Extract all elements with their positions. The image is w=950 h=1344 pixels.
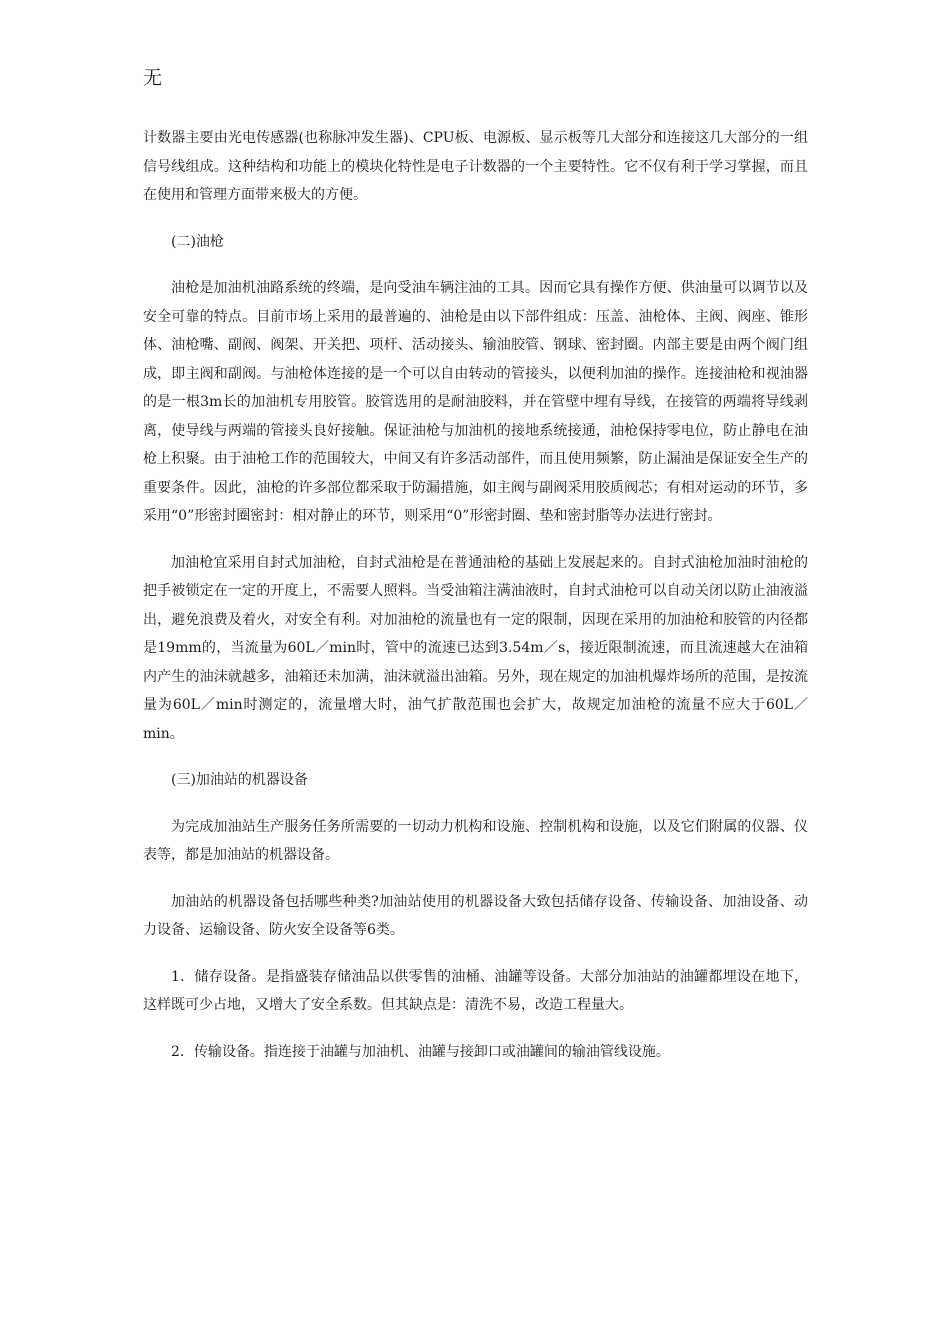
paragraph-transmission-equipment: 2．传输设备。指连接于油罐与加油机、油罐与接卸口或油罐间的输油管线设施。 xyxy=(171,1043,670,1060)
paragraph-storage-equipment: 1．储存设备。是指盛装存储油品以供零售的油桶、油罐等设备。大部分加油站的油罐都埋设在地下，这样既可少占地，又增大了安全系数。但其缺点是：清洗不易，改造工程量大。 xyxy=(143,968,808,1013)
paragraph-nozzle-description: 油枪是加油机油路系统的终端，是向受油车辆注油的工具。因而它具有操作方便、供油量可以调节以及安全可靠的特点。目前市场上采用的最普遍的、油枪是由以下部件组成：压盖、油枪体、主阀、阀座、锥形体、油枪嘴、副阀、阀架、开关把、项杆、活动接头、输油胶管、钢球、密封圈。内部主要是由两个阀门组成，即主阀和副阀。与油枪体连接的是一个可以自由转动的管接头，以便利加油的操作。连接油枪和视油器的是一根3m长的加油机专用胶管。胶管选用的是耐油胶料，并在管壁中埋有导线，在接管的两端将导线剥离，使导线与两端的管接头良好接触。保证油枪与加油机的接地系统接通，油枪保持零电位，防止静电在油枪上积聚。由于油枪工作的范围较大，中间又有许多活动部件，而且使用频繁，防止漏油是保证安全生产的重要条件。因此，油枪的许多部位都采取于防漏措施，如主阀与副阀采用胶质阀芯；有相对运动的环节，多采用“0”形密封圈密封：相对静止的环节，则采用“0”形密封圈、垫和密封脂等办法进行密封。 xyxy=(143,280,808,524)
section-heading-nozzle: (二)油枪 xyxy=(171,233,224,250)
paragraph-self-sealing-nozzle: 加油枪宜采用自封式加油枪，自封式油枪是在普通油枪的基础上发展起来的。自封式油枪加油时油枪的把手被锁定在一定的开度上，不需要人照料。当受油箱注满油液时，自封式油枪可以自动关闭以防止油液溢出，避免浪费及着火，对安全有利。对加油枪的流量也有一定的限制，因现在采用的加油枪和胶管的内径都是19mm的，当流量为60L／min时，管中的流速已达到3.54m／s，接近限制流速，而且流速越大在油箱内产生的油沫就越多，油箱还未加满，油沫就溢出油箱。另外，现在规定的加油机爆炸场所的范围，是按流量为60L／min时测定的，流量增大时，油气扩散范围也会扩大，故规定加油枪的流量不应大于60L／min。 xyxy=(143,554,808,742)
document-body xyxy=(143,124,808,1084)
page-header: 无 xyxy=(143,67,163,89)
paragraph-counter-structure: 计数器主要由光电传感器(也称脉冲发生器)、CPU板、电源板、显示板等几大部分和连接这几大部分的一组信号线组成。这种结构和功能上的模块化特性是电子计数器的一个主要特性。它不仅有利于学习掌握，而且在使用和管理方面带来极大的方便。 xyxy=(143,130,808,203)
section-heading-equipment: (三)加油站的机器设备 xyxy=(171,772,308,788)
paragraph-equipment-types: 加油站的机器设备包括哪些种类?加油站使用的机器设备大致包括储存设备、传输设备、加油设备、动力设备、运输设备、防火安全设备等6类。 xyxy=(143,893,808,938)
paragraph-equipment-definition: 为完成加油站生产服务任务所需要的一切动力机构和设施、控制机构和设施，以及它们附属的仪器、仪表等，都是加油站的机器设备。 xyxy=(143,818,808,863)
